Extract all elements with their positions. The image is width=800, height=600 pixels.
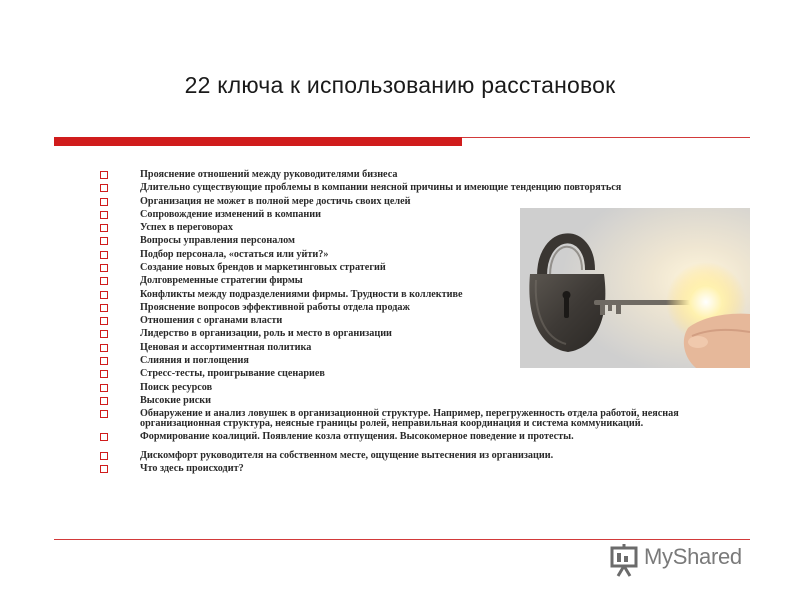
square-bullet-icon [100,330,108,338]
square-bullet-icon [100,264,108,272]
presentation-board-icon [608,542,642,578]
list-item: Высокие риски [100,396,740,406]
square-bullet-icon [100,198,108,206]
padlock-key-illustration [520,208,750,368]
square-bullet-icon [100,433,108,441]
list-item: Обнаружение и анализ ловушек в организационной структуре. Например, перегруженность отдела работой, неясная организационная структура, неясные границы ролей, неправильная координация и система коммуникаций. [100,409,740,428]
square-bullet-icon [100,277,108,285]
square-bullet-icon [100,357,108,365]
list-item: Сопровождение изменений в компании [100,210,740,220]
square-bullet-icon [100,224,108,232]
watermark-text: MyShared [644,544,742,569]
list-item: Конфликты между подразделениями фирмы. Трудности в коллективе [100,290,740,300]
square-bullet-icon [100,397,108,405]
square-bullet-icon [100,304,108,312]
list-item: Ценовая и ассортиментная политика [100,343,740,353]
square-bullet-icon [100,344,108,352]
list-item: Прояснение отношений между руководителями бизнеса [100,170,740,180]
list-item: Успех в переговорах [100,223,740,233]
square-bullet-icon [100,317,108,325]
list-item: Слияния и поглощения [100,356,740,366]
list-item: Формирование коалиций. Появление козла отпущения. Высокомерное поведение и протесты. [100,432,740,442]
list-item: Лидерство в организации, роль и место в организации [100,329,740,339]
square-bullet-icon [100,237,108,245]
list-item: Организация не может в полной мере достичь своих целей [100,197,740,207]
square-bullet-icon [100,291,108,299]
list-item: Стресс-тесты, проигрывание сценариев [100,369,740,379]
top-accent-bar [54,137,462,146]
square-bullet-icon [100,184,108,192]
list-item: Создание новых брендов и маркетинговых стратегий [100,263,740,273]
list-item: Вопросы управления персоналом [100,236,740,246]
square-bullet-icon [100,211,108,219]
square-bullet-icon [100,370,108,378]
square-bullet-icon [100,410,108,418]
slide-title: 22 ключа к использованию расстановок [184,72,616,98]
square-bullet-icon [100,171,108,179]
square-bullet-icon [100,384,108,392]
square-bullet-icon [100,465,108,473]
list-item: Дискомфорт руководителя на собственном месте, ощущение вытеснения из организации. [100,451,740,461]
square-bullet-icon [100,452,108,460]
list-item: Подбор персонала, «остаться или уйти?» [100,250,740,260]
list-item: Длительно существующие проблемы в компании неясной причины и имеющие тенденцию повторяться [100,183,740,193]
list-item: Поиск ресурсов [100,383,740,393]
list-item: Долговременные стратегии фирмы [100,276,740,286]
list-item: Прояснение вопросов эффективной работы отдела продаж [100,303,740,313]
list-item: Что здесь происходит? [100,464,740,474]
watermark [608,540,768,580]
square-bullet-icon [100,251,108,259]
list-item: Отношения с органами власти [100,316,740,326]
padlock-key-photo [520,208,750,368]
